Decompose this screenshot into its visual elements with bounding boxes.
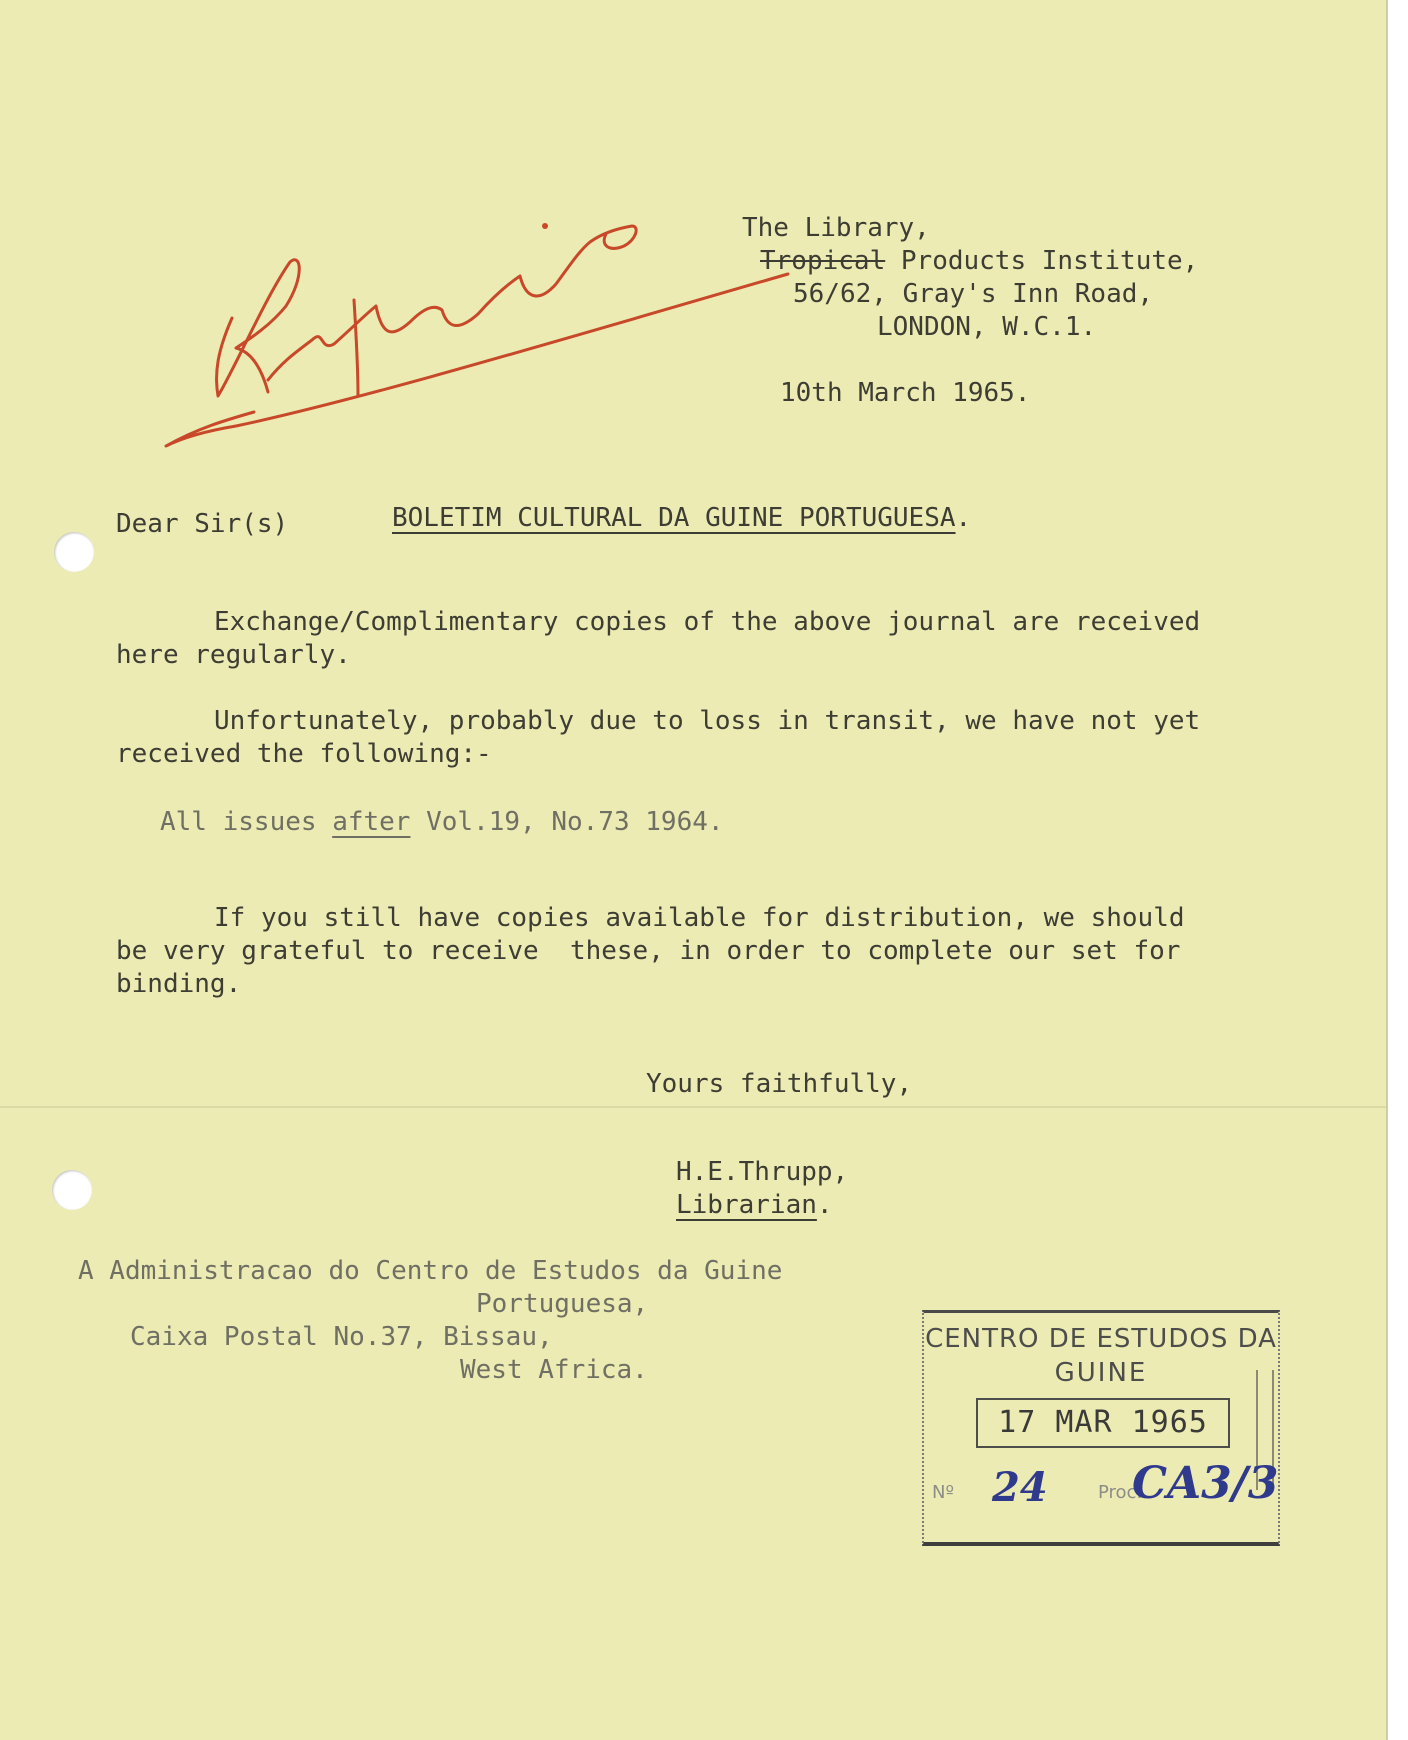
paragraph-3-line-2: be very grateful to receive these, in order to complete our set for [116, 936, 1181, 966]
subject-period: . [955, 503, 972, 533]
address-line-3: 56/62, Gray's Inn Road, [793, 279, 1154, 309]
handwriting-tail [166, 274, 788, 446]
signer-title: Librarian [676, 1190, 817, 1220]
recipient-line-4: West Africa. [460, 1355, 648, 1385]
signer-name: H.E.Thrupp, [676, 1157, 849, 1187]
issues-after: after [332, 807, 411, 837]
address-line-4: LONDON, W.C.1. [877, 312, 1097, 342]
stamp-reference: CA3/3 [1132, 1458, 1279, 1509]
stamp-date: 17 MAR 1965 [976, 1398, 1230, 1448]
signer-title-line [676, 1189, 833, 1222]
recipient-line-1: A Administracao do Centro de Estudos da Guine [78, 1256, 783, 1286]
closing: Yours faithfully, [646, 1069, 913, 1099]
handwriting-word-body [268, 226, 636, 380]
missing-issues-line [160, 806, 724, 839]
salutation: Dear Sir(s) [116, 509, 289, 539]
stamp-proc-label: Proc. [1098, 1482, 1143, 1503]
subject-line [392, 502, 971, 535]
paper-fold-line [0, 1106, 1388, 1108]
punch-hole-bottom [52, 1170, 92, 1210]
paragraph-3-line-3: binding. [116, 969, 242, 999]
issues-prefix: All issues [160, 807, 333, 837]
address-line-1: The Library, [742, 213, 930, 243]
handwriting-capital-r [217, 260, 300, 396]
received-stamp [922, 1310, 1280, 1546]
recipient-line-2: Portuguesa, [476, 1289, 649, 1319]
paragraph-2-line-1: Unfortunately, probably due to loss in transit, we have not yet [214, 706, 1201, 736]
stamp-number: 24 [992, 1464, 1048, 1511]
paragraph-2-line-2: received the following:- [116, 739, 492, 769]
address-line-2 [760, 245, 1198, 278]
punch-hole-top [54, 532, 94, 572]
handwriting-stem [354, 300, 358, 396]
stamp-no-label: Nº [932, 1482, 954, 1503]
address-line-2-rest: Products Institute, [885, 246, 1199, 276]
paragraph-1-line-1: Exchange/Complimentary copies of the above journal are received [214, 607, 1201, 637]
paragraph-3-line-1: If you still have copies available for distribution, we should [214, 903, 1185, 933]
letter-date: 10th March 1965. [780, 378, 1031, 408]
stamp-subtitle: GUINE [1054, 1358, 1148, 1388]
recipient-line-3: Caixa Postal No.37, Bissau, [130, 1322, 553, 1352]
address-struck-word: Tropical [760, 246, 886, 276]
signer-title-period: . [816, 1190, 833, 1220]
page-edge [1386, 0, 1388, 1740]
paragraph-1-line-2: here regularly. [116, 640, 351, 670]
handwriting-strokes [166, 226, 788, 446]
stamp-institution: CENTRO DE ESTUDOS DA [925, 1324, 1277, 1354]
subject-title: BOLETIM CULTURAL DA GUINE PORTUGUESA [392, 503, 956, 533]
issues-suffix: Vol.19, No.73 1964. [410, 807, 724, 837]
handwriting-dot [542, 223, 548, 229]
